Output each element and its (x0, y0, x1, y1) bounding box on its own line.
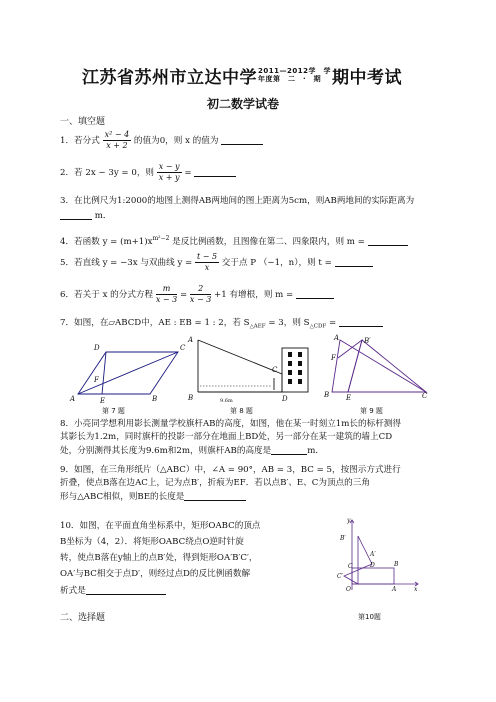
fig10-label-o: O (346, 586, 351, 593)
question-8 (60, 418, 401, 458)
question-5 (60, 252, 373, 273)
q7-prefix: 7．如图，在▱ABCD中，AE : EB = 1 : 2，若 S (60, 318, 250, 328)
title-right: 期中考试 (331, 68, 402, 88)
fig7-label-f: F (94, 376, 99, 384)
q1-prefix: 1．若分式 (60, 136, 100, 146)
fig7-label-b: B (152, 395, 158, 403)
q2-prefix: 2．若 2x − 3y = 0，则 (60, 168, 155, 178)
figure-8-flagpole (178, 334, 318, 406)
q7-suffix: = (328, 318, 337, 328)
q2-suffix: = (184, 168, 192, 178)
fig10-label-d: D (370, 562, 375, 569)
q10-line-4: OA′与BC相交于点D′，则经过点D的反比例函数解 (60, 569, 251, 579)
q6-fraction-1 (156, 284, 177, 305)
figure-9-triangle (318, 334, 438, 406)
fig7-label-c: C (180, 344, 186, 352)
q5-suffix: 交于点 P （−1，n），则 t = (221, 258, 332, 268)
question-7 (60, 316, 383, 334)
q5-answer-blank[interactable] (335, 256, 373, 267)
q4-prefix: 4．若函数 y = (m+1)x (60, 236, 153, 247)
q3-tail: m． (94, 210, 112, 221)
fig9-label-a: A (334, 334, 340, 342)
q9-answer-blank[interactable] (184, 490, 246, 501)
fig10-label-a: A (392, 586, 397, 593)
title-small-top: 2011—2012学 学 (258, 67, 331, 75)
fig10-label-b: B (394, 561, 399, 568)
question-6 (60, 284, 334, 305)
q4-suffix: 是反比例函数，且图像在第二、四象限内，则 m = (172, 236, 365, 247)
fig9-label-f: F (331, 354, 336, 362)
q6-denominator-1: x − 3 (155, 295, 178, 304)
figure-10-coordinate-plane (338, 516, 422, 598)
fig8-label-c: C (272, 366, 278, 374)
q8-answer-blank[interactable] (271, 444, 307, 455)
q5-prefix: 5．若直线 y = −3x 与双曲线 y = (60, 258, 193, 268)
sun-ray-ac (198, 340, 282, 374)
q10-line-5: 析式是 (60, 586, 86, 596)
q1-numerator: x² − 4 (104, 130, 130, 139)
page-subtitle: 初二数学试卷 (207, 97, 280, 111)
q8-line-3: 处，分别测得其长度为9.6m和2m，则旗杆AB的高度是 (60, 446, 272, 456)
q9-line-1: 9．如图，在三角形纸片（△ABC）中，∠A = 90°，AB = 3，BC = 5，按图示方式进行 (60, 465, 401, 475)
q6-numerator-1: m (156, 284, 177, 295)
caption-figure-8: 第 8 题 (230, 407, 253, 415)
q10-answer-blank[interactable] (86, 584, 166, 595)
q6-numerator-2: 2 (190, 284, 211, 295)
diagonal-ac (78, 352, 178, 394)
q2-answer-blank[interactable] (194, 166, 236, 177)
page-title (82, 63, 402, 88)
question-4 (60, 232, 408, 249)
building (282, 348, 308, 392)
fig10-label-b-prime: B′ (340, 535, 346, 542)
q8-tail: m． (307, 446, 324, 456)
q1-denominator: x + 2 (106, 141, 128, 150)
fig8-label-d: D (282, 395, 288, 403)
fig9-label-c: C (422, 392, 428, 400)
q8-line-1: 8．小亮同学想利用影长测量学校旗杆AB的高度，如图，他在某一时刻立1m长的标杆测得 (60, 419, 401, 429)
q3-text: 3．在比例尺为1:2000的地图上测得AB两地间的图上距离为5cm，则AB两地间的实际距离为 (60, 196, 415, 206)
q9-line-3: 形与△ABC相似，则BE的长度是 (60, 492, 185, 502)
q7-subscript-2: △CDF (309, 323, 327, 330)
q5-numerator: t − 5 (196, 252, 218, 261)
question-1 (60, 130, 263, 151)
q9-line-2: 折叠，使点B落在边AC上，记为点B′，折痕为EF．若以点B′、E、C为顶点的三角 (60, 478, 370, 488)
fig8-label-a: A (188, 336, 194, 344)
fig10-label-y: y (347, 517, 351, 524)
fig10-label-a-prime: A′ (370, 551, 376, 558)
q2-fraction (157, 162, 182, 183)
title-small-bottom: 年度第 二 · 期 (258, 75, 322, 83)
q2-numerator: x − y (158, 162, 180, 171)
q6-fraction-2 (190, 284, 211, 305)
q1-answer-blank[interactable] (221, 134, 263, 145)
q5-fraction (195, 252, 219, 273)
q6-denominator-2: x − 3 (189, 295, 212, 304)
triangle-abc (332, 340, 426, 392)
q2-denominator: x + y (158, 173, 180, 182)
caption-figure-7: 第 7 题 (102, 407, 125, 415)
question-2 (60, 162, 236, 183)
section-heading-fill: 一、填空题 (60, 117, 106, 127)
q1-fraction (103, 130, 132, 151)
fig8-label-b: B (188, 394, 194, 402)
q1-suffix: 的值为0，则 x 的值为 (133, 136, 219, 146)
q7-answer-blank[interactable] (339, 316, 383, 327)
fig7-label-e: E (100, 397, 106, 405)
fig9-label-b-prime: B′ (364, 337, 371, 345)
q6-answer-blank[interactable] (296, 288, 334, 299)
fig10-label-c: C (348, 563, 353, 570)
q7-subscript-1: △AEF (249, 323, 266, 330)
q8-line-2: 其影长为1.2m，同时旗杆的投影一部分在地面上BD处，另一部分在某一建筑的墙上CD (60, 432, 393, 442)
q4-answer-blank[interactable] (368, 235, 408, 246)
section-heading-choice: 二、选择题 (60, 613, 106, 623)
q6-equals: = (179, 290, 188, 300)
caption-figure-10: 第10题 (358, 613, 381, 621)
fig9-label-b: B (324, 391, 330, 399)
q6-suffix: +1 有增根，则 m = (214, 290, 294, 300)
rectangle-oa-b-c-prime (344, 536, 372, 584)
question-9 (60, 464, 401, 504)
q6-prefix: 6．若关于 x 的分式方程 (60, 290, 154, 300)
fig10-label-x: x (414, 586, 418, 593)
segment-de (102, 352, 106, 394)
q10-line-2: B坐标为（4，2）．将矩形OABC绕点O逆时针旋 (60, 537, 244, 547)
fig7-label-a: A (70, 395, 76, 403)
q10-line-1: 10．如图，在平面直角坐标系中，矩形OABC的顶点 (60, 521, 261, 531)
caption-figure-9: 第 9 题 (360, 407, 383, 415)
question-10 (60, 520, 261, 598)
title-left: 江苏省苏州市立达中学 (82, 68, 257, 88)
question-3 (60, 195, 432, 223)
q7-middle: = 3，则 S (268, 318, 310, 328)
q10-line-3: 转，使点B落在y轴上的点B′处，得到矩形OA′B′C′， (60, 553, 258, 563)
q3-answer-blank[interactable] (60, 209, 92, 220)
figure-7-parallelogram (60, 336, 190, 406)
fig9-label-e: E (346, 394, 352, 402)
fig10-label-c-prime: C′ (337, 573, 343, 580)
q4-exponent: m²−2 (152, 235, 170, 242)
fig7-label-d: D (94, 344, 100, 352)
fig8-label-length: 9.6m (220, 398, 233, 404)
q5-denominator: x (204, 263, 210, 272)
